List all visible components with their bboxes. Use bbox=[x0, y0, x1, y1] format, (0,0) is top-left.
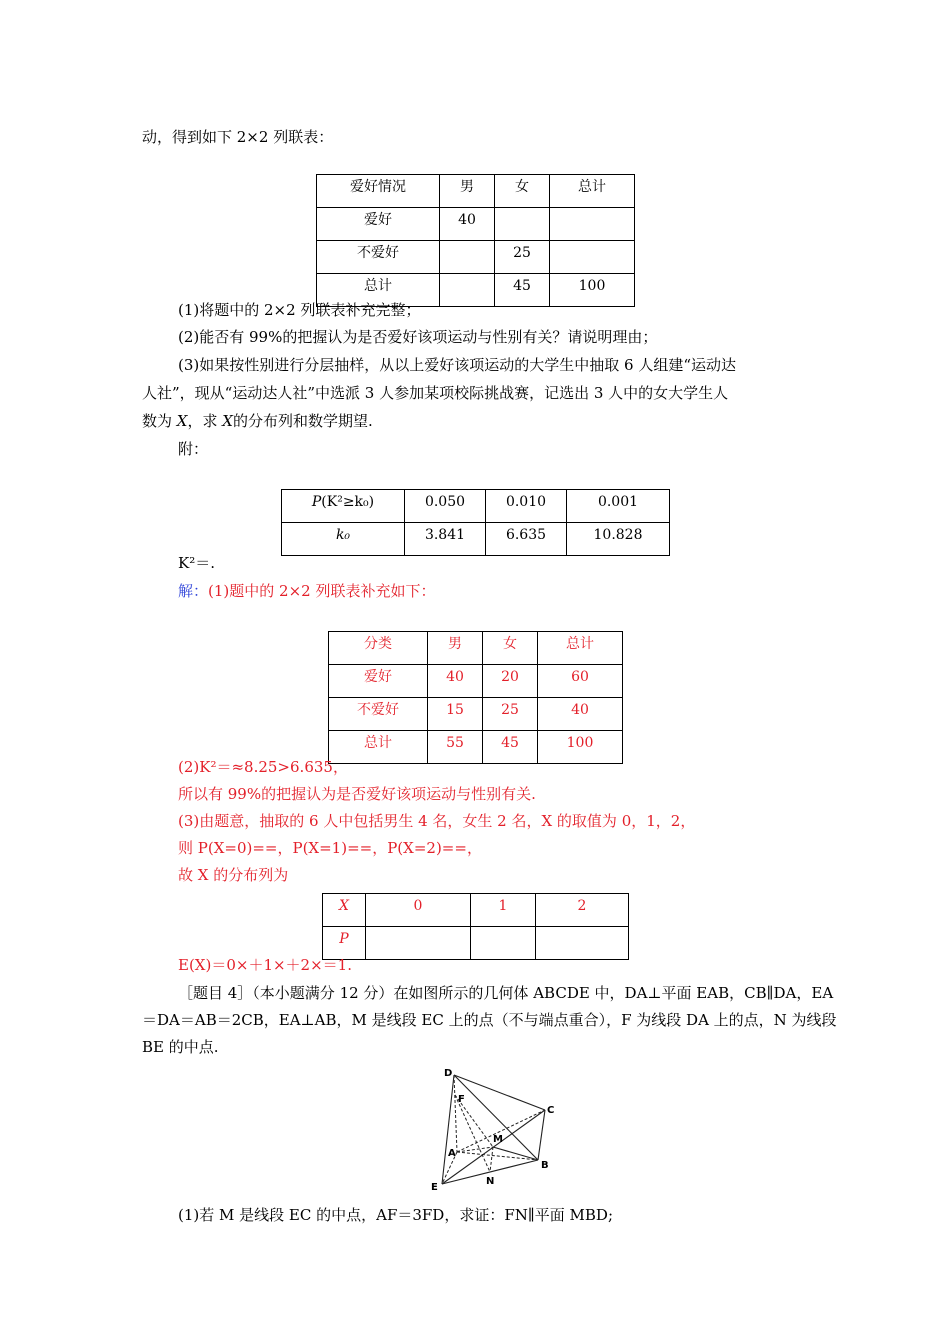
edge-DC bbox=[454, 1075, 545, 1110]
table-row bbox=[329, 698, 623, 731]
table-cell: 100 bbox=[550, 274, 635, 307]
problem-4-line1: ［题目 4］（本小题满分 12 分）在如图所示的几何体 ABCDE 中，DA⊥平面 EAB，CB∥DA，EA bbox=[178, 984, 834, 1002]
label-C: C bbox=[547, 1105, 555, 1116]
appendix-label: 附： bbox=[178, 440, 209, 458]
table-cell: 女 bbox=[483, 632, 538, 665]
question-intro: 动，得到如下 2×2 列联表： bbox=[142, 128, 334, 146]
table-row bbox=[323, 927, 629, 960]
k2-formula: K²＝. bbox=[178, 554, 215, 572]
problem-4-line3: BE 的中点. bbox=[142, 1038, 219, 1056]
contingency-table-blank bbox=[316, 174, 635, 307]
table-cell: 45 bbox=[495, 274, 550, 307]
table-cell: 爱好情况 bbox=[317, 175, 440, 208]
distribution-table bbox=[322, 893, 629, 960]
label-A: A bbox=[448, 1148, 456, 1159]
table-row bbox=[317, 208, 635, 241]
table-cell: 10.828 bbox=[567, 523, 670, 556]
table-cell: 40 bbox=[440, 208, 495, 241]
geometry-figure bbox=[420, 1062, 570, 1196]
table-row bbox=[329, 632, 623, 665]
table-cell: 0.050 bbox=[405, 490, 486, 523]
table-cell: 60 bbox=[538, 665, 623, 698]
table-cell: 爱好 bbox=[317, 208, 440, 241]
table-cell: 40 bbox=[428, 665, 483, 698]
table-cell: 0.001 bbox=[567, 490, 670, 523]
table-cell: 总计 bbox=[550, 175, 635, 208]
table-cell bbox=[536, 927, 629, 960]
table-cell bbox=[550, 208, 635, 241]
table-cell bbox=[440, 274, 495, 307]
table-cell: P bbox=[323, 927, 366, 960]
label-M: M bbox=[493, 1134, 503, 1145]
table-row bbox=[317, 241, 635, 274]
table-row bbox=[317, 175, 635, 208]
table-cell bbox=[440, 241, 495, 274]
table-cell: 25 bbox=[483, 698, 538, 731]
table-cell: P(K²≥k₀) bbox=[282, 490, 405, 523]
question-part-3-line1: (3)如果按性别进行分层抽样，从以上爱好该项运动的大学生中抽取 6 人组建“运动达 bbox=[178, 356, 736, 374]
table-cell: 25 bbox=[495, 241, 550, 274]
table-cell: 不爱好 bbox=[329, 698, 428, 731]
table-cell: k₀ bbox=[282, 523, 405, 556]
table-row bbox=[282, 523, 670, 556]
table-cell: 总计 bbox=[538, 632, 623, 665]
table-cell: 0.010 bbox=[486, 490, 567, 523]
label-D: D bbox=[444, 1068, 453, 1079]
solution-part-3b: 则 P(X=0)==，P(X=1)==，P(X=2)==， bbox=[178, 839, 482, 857]
edge-DE bbox=[442, 1075, 454, 1184]
label-F: F bbox=[458, 1094, 465, 1105]
table-cell: 40 bbox=[538, 698, 623, 731]
table-cell: 6.635 bbox=[486, 523, 567, 556]
problem-4-part-1: (1)若 M 是线段 EC 的中点，AF＝3FD，求证：FN∥平面 MBD; bbox=[178, 1206, 614, 1224]
table-cell: 20 bbox=[483, 665, 538, 698]
contingency-table-filled bbox=[328, 631, 623, 764]
table-cell: 3.841 bbox=[405, 523, 486, 556]
table-cell bbox=[366, 927, 471, 960]
table-cell: 总计 bbox=[329, 731, 428, 764]
table-row bbox=[329, 731, 623, 764]
table-cell: 男 bbox=[440, 175, 495, 208]
solution-part-2a: (2)K²＝≈8.25>6.635， bbox=[178, 758, 348, 776]
table-cell: 男 bbox=[428, 632, 483, 665]
table-cell: 不爱好 bbox=[317, 241, 440, 274]
problem-4-line2: ＝DA＝AB＝2CB，EA⊥AB，M 是线段 EC 上的点（不与端点重合），F 为线段 DA 上的点，N 为线段 bbox=[142, 1011, 837, 1029]
table-row bbox=[323, 894, 629, 927]
question-part-2: (2)能否有 99%的把握认为是否爱好该项运动与性别有关？请说明理由； bbox=[178, 328, 658, 346]
label-B: B bbox=[541, 1160, 549, 1171]
question-part-1: (1)将题中的 2×2 列联表补充完整； bbox=[178, 301, 421, 319]
edge-CB bbox=[538, 1110, 545, 1160]
question-part-3-line2: 人社”，现从“运动达人社”中选派 3 人参加某项校际挑战赛，记选出 3 人中的女大学生人 bbox=[142, 384, 729, 402]
solution-part-1: 解：(1)题中的 2×2 列联表补充如下： bbox=[178, 582, 436, 600]
table-row bbox=[329, 665, 623, 698]
label-N: N bbox=[486, 1176, 495, 1187]
solution-part-3c: 故 X 的分布列为 bbox=[178, 866, 289, 884]
table-cell: 总计 bbox=[317, 274, 440, 307]
table-cell: 爱好 bbox=[329, 665, 428, 698]
table-cell bbox=[550, 241, 635, 274]
table-cell: 2 bbox=[536, 894, 629, 927]
table-cell: 分类 bbox=[329, 632, 428, 665]
solution-expectation: E(X)＝0×＋1×＋2×＝1. bbox=[178, 956, 352, 974]
edge-DA bbox=[454, 1075, 457, 1152]
question-part-3-line3: 数为 X，求 X的分布列和数学期望. bbox=[142, 412, 373, 430]
label-E: E bbox=[431, 1182, 438, 1193]
table-cell: 45 bbox=[483, 731, 538, 764]
table-cell: 100 bbox=[538, 731, 623, 764]
critical-value-table bbox=[281, 489, 670, 556]
table-cell: 55 bbox=[428, 731, 483, 764]
solution-part-2b: 所以有 99%的把握认为是否爱好该项运动与性别有关. bbox=[178, 785, 536, 803]
table-cell bbox=[471, 927, 536, 960]
table-cell: 15 bbox=[428, 698, 483, 731]
table-row bbox=[282, 490, 670, 523]
edge-MN bbox=[490, 1147, 493, 1172]
solution-part-3a: (3)由题意，抽取的 6 人中包括男生 4 名，女生 2 名，X 的取值为 0，1，2， bbox=[178, 812, 696, 830]
table-cell: 1 bbox=[471, 894, 536, 927]
table-cell bbox=[495, 208, 550, 241]
table-cell: X bbox=[323, 894, 366, 927]
table-cell: 0 bbox=[366, 894, 471, 927]
table-cell: 女 bbox=[495, 175, 550, 208]
